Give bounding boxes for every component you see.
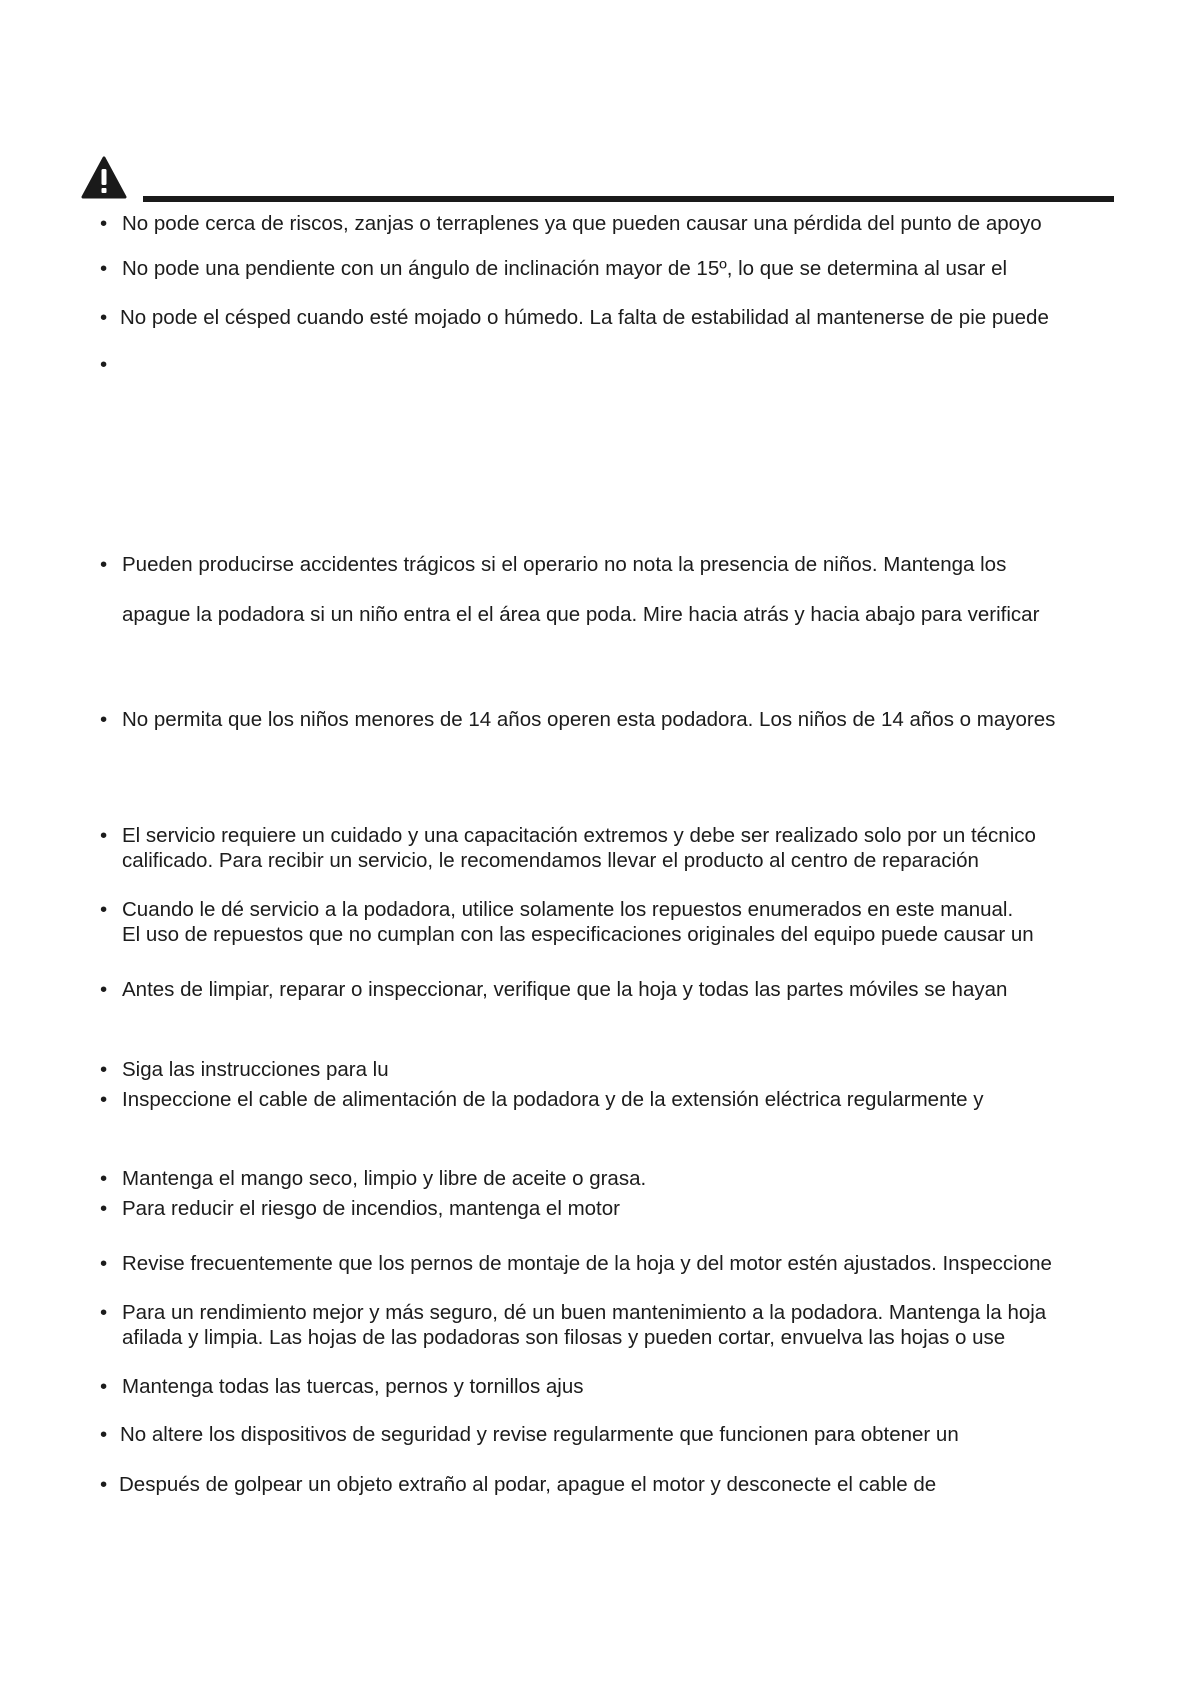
list-item-text: El servicio requiere un cuidado y una capacitación extremos y debe ser realizado solo por un técnico <box>122 824 1036 847</box>
list-item-text: Cuando le dé servicio a la podadora, utilice solamente los repuestos enumerados en este manual. <box>122 898 1014 921</box>
header-rule <box>143 196 1114 202</box>
bullet: • <box>100 1167 108 1190</box>
list-item-text: Revise frecuentemente que los pernos de montaje de la hoja y del motor estén ajustados. Inspeccione <box>122 1252 1052 1275</box>
bullet: • <box>100 824 108 847</box>
bullet: • <box>100 212 108 235</box>
list-item-text: Pueden producirse accidentes trágicos si el operario no nota la presencia de niños. Mantenga los <box>122 553 1007 576</box>
list-item-continuation: afilada y limpia. Las hojas de las podadoras son filosas y pueden cortar, envuelva las hojas o use <box>122 1326 1006 1349</box>
list-item-text: Mantenga el mango seco, limpio y libre de aceite o grasa. <box>122 1167 647 1190</box>
bullet: • <box>100 306 108 329</box>
list-item-text: No pode una pendiente con un ángulo de inclinación mayor de 15º, lo que se determina al usar el <box>122 257 1008 280</box>
list-item-text: No permita que los niños menores de 14 años operen esta podadora. Los niños de 14 años o mayores <box>122 708 1056 731</box>
bullet: • <box>100 898 108 921</box>
list-item-text: No pode el césped cuando esté mojado o húmedo. La falta de estabilidad al mantenerse de pie puede <box>120 306 1049 329</box>
bullet: • <box>100 553 108 576</box>
bullet: • <box>100 708 108 731</box>
bullet: • <box>100 978 108 1001</box>
bullet: • <box>100 1375 108 1398</box>
list-item-text: Para un rendimiento mejor y más seguro, dé un buen mantenimiento a la podadora. Mantenga la hoja <box>122 1301 1047 1324</box>
bullet: • <box>100 1252 108 1275</box>
list-item-text: Después de golpear un objeto extraño al podar, apague el motor y desconecte el cable de <box>119 1473 937 1496</box>
list-item-text: Antes de limpiar, reparar o inspeccionar, verifique que la hoja y todas las partes móviles se hayan <box>122 978 1008 1001</box>
bullet: • <box>100 257 108 280</box>
bullet: • <box>100 1088 108 1111</box>
bullet: • <box>100 1301 108 1324</box>
list-item-text: No altere los dispositivos de seguridad y revise regularmente que funcionen para obtener un <box>120 1423 959 1446</box>
list-item-text: No pode cerca de riscos, zanjas o terraplenes ya que pueden causar una pérdida del punto de apoyo <box>122 212 1042 235</box>
bullet: • <box>100 1473 108 1496</box>
list-item-text: Inspeccione el cable de alimentación de la podadora y de la extensión eléctrica regularmente y <box>122 1088 984 1111</box>
list-item-continuation: calificado. Para recibir un servicio, le recomendamos llevar el producto al centro de reparación <box>122 849 979 872</box>
list-item-text: Mantenga todas las tuercas, pernos y tornillos ajus <box>122 1375 584 1398</box>
bullet: • <box>100 353 108 376</box>
list-item-text: Para reducir el riesgo de incendios, mantenga el motor <box>122 1197 620 1220</box>
list-item-continuation: apague la podadora si un niño entra el el área que poda. Mire hacia atrás y hacia abajo para verificar <box>122 603 1040 626</box>
bullet: • <box>100 1197 108 1220</box>
warning-triangle-icon <box>81 156 127 199</box>
list-item-text: Siga las instrucciones para lu <box>122 1058 389 1081</box>
bullet: • <box>100 1058 108 1081</box>
list-item-continuation: El uso de repuestos que no cumplan con las especificaciones originales del equipo puede causar un <box>122 923 1034 946</box>
bullet: • <box>100 1423 108 1446</box>
